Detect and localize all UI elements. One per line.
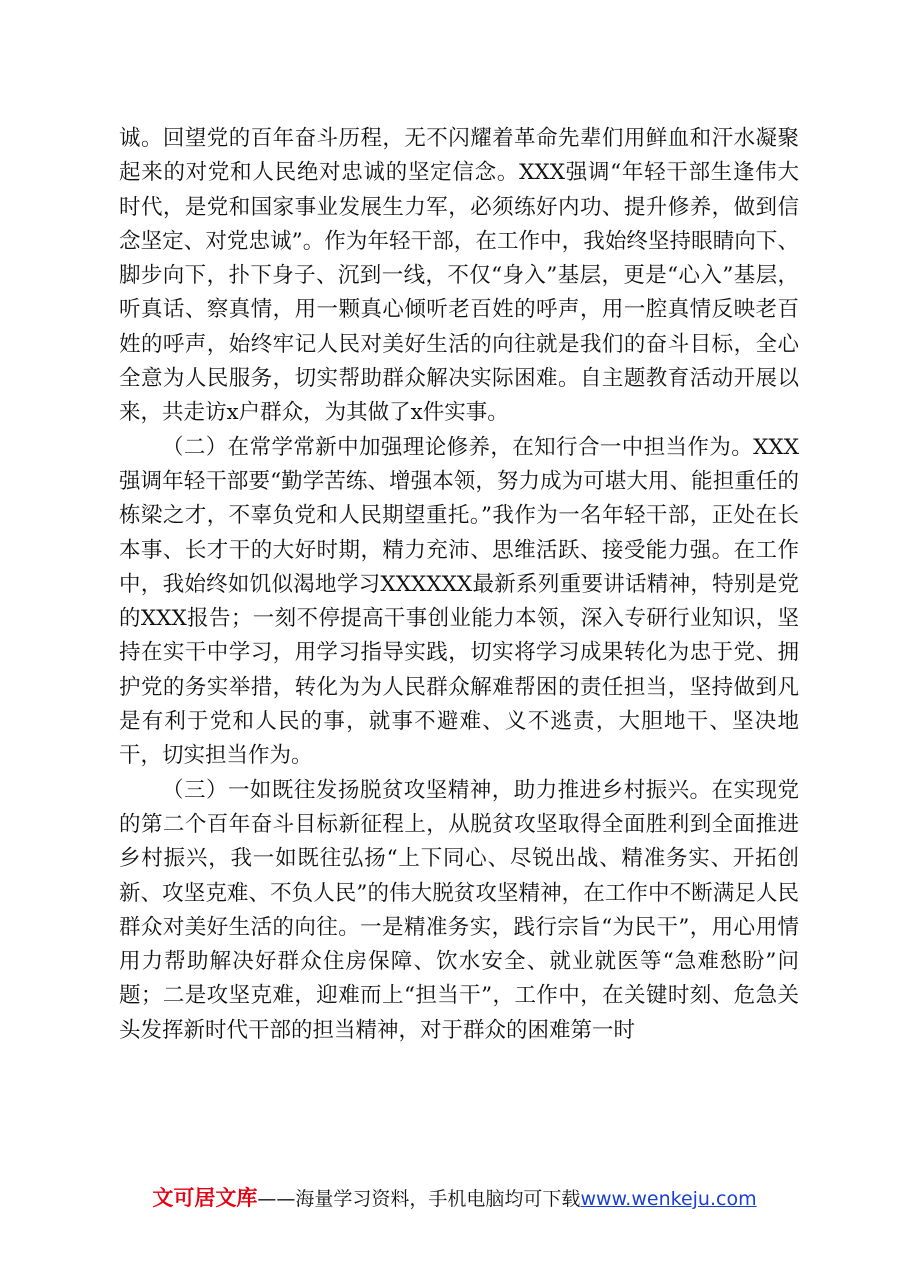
paragraph-2: （二）在常学常新中加强理论修养，在知行合一中担当作为。XXX强调年轻干部要“勤学苦练、增强本领，努力成为可堪大用、能担重任的栋梁之才，不辜负党和人民期望重托。”我作为一名年轻干部，正处在长本事、长才干的大好时期，精力充沛、思维活跃、接受能力强。在工作中，我始终如饥似渴地学习XXXXXX最新系列重要讲话精神，特别是党的XXX报告；一刻不停提高干事创业能力本领，深入专研行业知识，坚持在实干中学习，用学习指导实践，切实将学习成果转化为忠于党、拥护党的务实举措，转化为为人民群众解难帮困的责任担当，坚持做到凡是有利于党和人民的事，就事不避难、义不逃责，大胆地干、坚决地干，切实担当作为。 xyxy=(119,434,799,769)
paragraph-3: （三）一如既往发扬脱贫攻坚精神，助力推进乡村振兴。在实现党的第二个百年奋斗目标新征程上，从脱贫攻坚取得全面胜利到全面推进乡村振兴，我一如既往弘扬“上下同心、尽锐出战、精准务实、开拓创新、攻坚克难、不负人民”的伟大脱贫攻坚精神，在工作中不断满足人民群众对美好生活的向往。一是精准务实，践行宗旨“为民干”，用心用情用力帮助解决好群众住房保障、饮水安全、就业就医等“急难愁盼”问题；二是攻坚克难，迎难而上“担当干”，工作中，在关键时刻、危急关头发挥新时代干部的担当精神，对于群众的困难第一时 xyxy=(119,777,799,1043)
footer-tagline: ——海量学习资料，手机电脑均可下载 xyxy=(257,1188,581,1210)
footer-brand: 文可居文库 xyxy=(152,1186,258,1210)
document-body xyxy=(119,122,799,1048)
paragraph-1: 诚。回望党的百年奋斗历程，无不闪耀着革命先辈们用鲜血和汗水凝聚起来的对党和人民绝对忠诚的坚定信念。XXX强调“年轻干部生逢伟大时代，是党和国家事业发展生力军，必须练好内功、提升修养，做到信念坚定、对党忠诚”。作为年轻干部，在工作中，我始终坚持眼睛向下、脚步向下，扑下身子、沉到一线，不仅“身入”基层，更是“心入”基层，听真话、察真情，用一颗真心倾听老百姓的呼声，用一腔真情反映老百姓的呼声，始终牢记人民对美好生活的向往就是我们的奋斗目标，全心全意为人民服务，切实帮助群众解决实际困难。自主题教育活动开展以来，共走访x户群众，为其做了x件实事。 xyxy=(119,126,799,426)
footer-site-link[interactable]: www.wenkeju.com xyxy=(580,1188,757,1210)
page-footer xyxy=(0,1182,909,1212)
